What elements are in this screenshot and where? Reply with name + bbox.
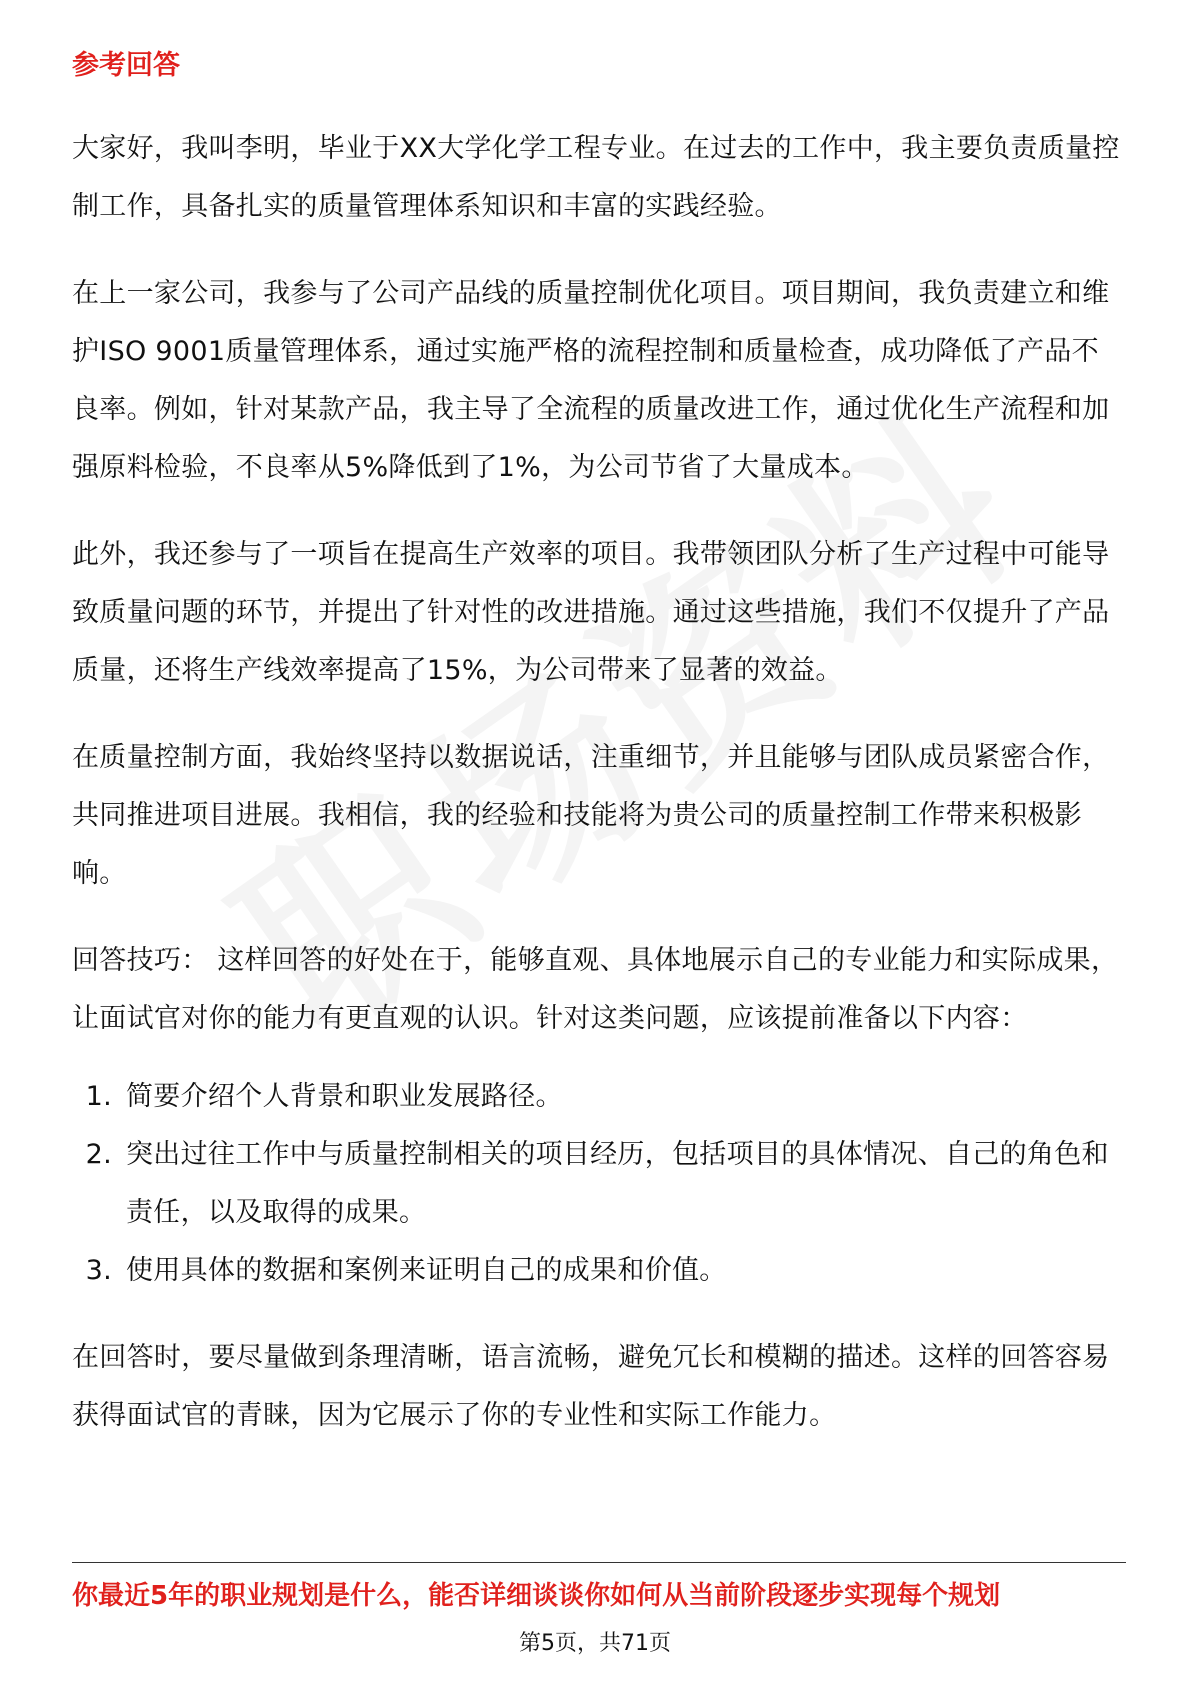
paragraph-answer-tips: 回答技巧： 这样回答的好处在于，能够直观、具体地展示自己的专业能力和实际成果，让面试官对你的能力有更直观的认识。针对这类问题，应该提前准备以下内容： <box>72 945 1119 1034</box>
paragraph-work-style: 在质量控制方面，我始终坚持以数据说话，注重细节，并且能够与团队成员紧密合作，共同推进项目进展。我相信，我的经验和技能将为贵公司的质量控制工作带来积极影响。 <box>72 742 1110 889</box>
paragraph-closing: 在回答时，要尽量做到条理清晰，语言流畅，避免冗长和模糊的描述。这样的回答容易获得面试官的青睐，因为它展示了你的专业性和实际工作能力。 <box>72 1342 1110 1431</box>
paragraph-project-experience: 在上一家公司，我参与了公司产品线的质量控制优化项目。项目期间，我负责建立和维护ISO 9001质量管理体系，通过实施严格的流程控制和质量检查，成功降低了产品不良率。例如，针对某款产品，我主导了全流程的质量改进工作，通过优化生产流程和加强原料检验，不良率从5%降低到了1%，为公司节省了大量成本。 <box>72 278 1110 483</box>
page-number: 第5页，共71页 <box>519 1631 671 1656</box>
tips-list <box>72 1068 1126 1300</box>
list-item-number: 2. <box>85 1139 112 1170</box>
paragraph-intro: 大家好，我叫李明，毕业于XX大学化学工程专业。在过去的工作中，我主要负责质量控制工作，具备扎实的质量管理体系知识和丰富的实践经验。 <box>72 133 1120 222</box>
list-item-number: 1. <box>85 1081 112 1112</box>
section-divider <box>72 1562 1126 1563</box>
answer-content <box>72 46 1126 1474</box>
list-item <box>72 1068 1126 1126</box>
next-question-heading: 你最近5年的职业规划是什么，能否详细谈谈你如何从当前阶段逐步实现每个规划 <box>72 1581 1001 1611</box>
paragraph-efficiency-project: 此外，我还参与了一项旨在提高生产效率的项目。我带领团队分析了生产过程中可能导致质量问题的环节，并提出了针对性的改进措施。通过这些措施，我们不仅提升了产品质量，还将生产线效率提高了15%，为公司带来了显著的效益。 <box>72 539 1110 686</box>
list-item-number: 3. <box>85 1255 112 1286</box>
list-item-text: 使用具体的数据和案例来证明自己的成果和价值。 <box>126 1255 727 1286</box>
list-item-text: 突出过往工作中与质量控制相关的项目经历，包括项目的具体情况、自己的角色和责任，以及取得的成果。 <box>126 1139 1109 1228</box>
list-item <box>72 1242 1126 1300</box>
list-item-text: 简要介绍个人背景和职业发展路径。 <box>126 1081 563 1112</box>
list-item <box>72 1126 1126 1242</box>
section-title: 参考回答 <box>72 50 180 81</box>
